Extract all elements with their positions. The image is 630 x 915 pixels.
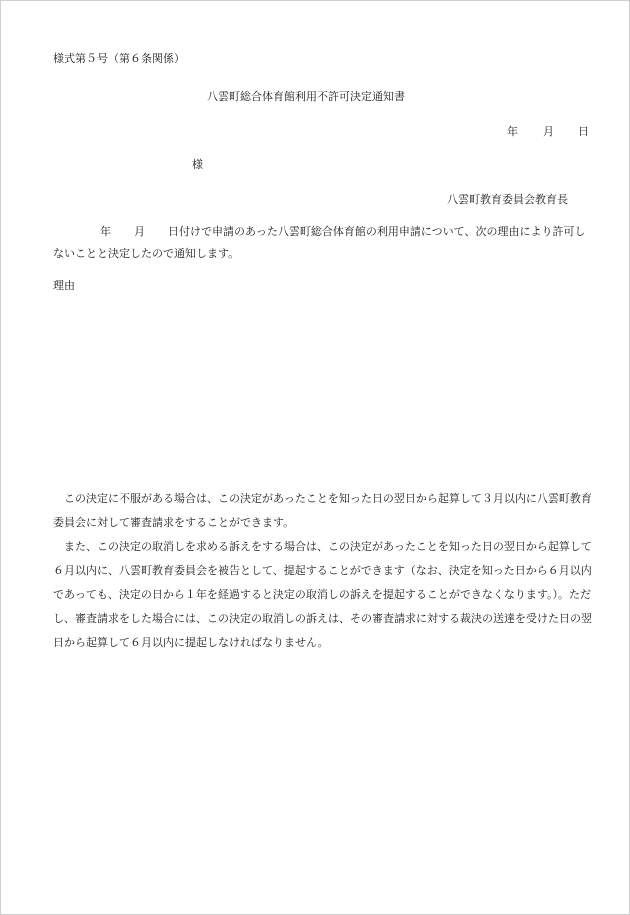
notice-text: 日付けで申請のあった八雲町総合体育館の利用申請について、次の理由により許可しないことと決定したので通知します。 xyxy=(53,225,586,260)
date-month-label: 月 xyxy=(543,125,554,138)
date-day-label: 日 xyxy=(578,125,589,138)
notice-month-label: 月 xyxy=(134,225,145,238)
notice-year-label: 年 xyxy=(100,225,111,238)
document-title: 八雲町総合体育館利用不許可決定通知書 xyxy=(207,90,405,103)
appeal-paragraph-lawsuit: また、この決定の取消しを求める訴えをする場合は、この決定があったことを知った日の翌日から起算して６月以内に、八雲町教育委員会を被告として、提起することができます（なお、決定を知った日から６月以内であっても、決定の日から１年を経過すると決定の取消しの訴えを提起することができなくなります。）。ただし、審査請求をした場合には、この決定の取消しの訴えは、その審査請求に対する裁決の送達を受けた日の翌日から起算して６月以内に提起しなければなりません。 xyxy=(53,540,592,649)
reason-label: 理由 xyxy=(53,279,75,292)
issuer-name: 八雲町教育委員会教育長 xyxy=(447,193,568,206)
issue-date-line xyxy=(507,126,589,137)
date-year-label: 年 xyxy=(507,125,518,138)
addressee-suffix: 様 xyxy=(192,158,203,171)
notice-paragraph xyxy=(53,221,593,265)
appeal-paragraph-review: この決定に不服がある場合は、この決定があったことを知った日の翌日から起算して３月以内に八雲町教育委員会に対して審査請求をすることができます。 xyxy=(53,492,592,529)
appeal-instructions xyxy=(53,487,593,655)
form-number: 様式第５号（第６条関係） xyxy=(53,52,185,65)
